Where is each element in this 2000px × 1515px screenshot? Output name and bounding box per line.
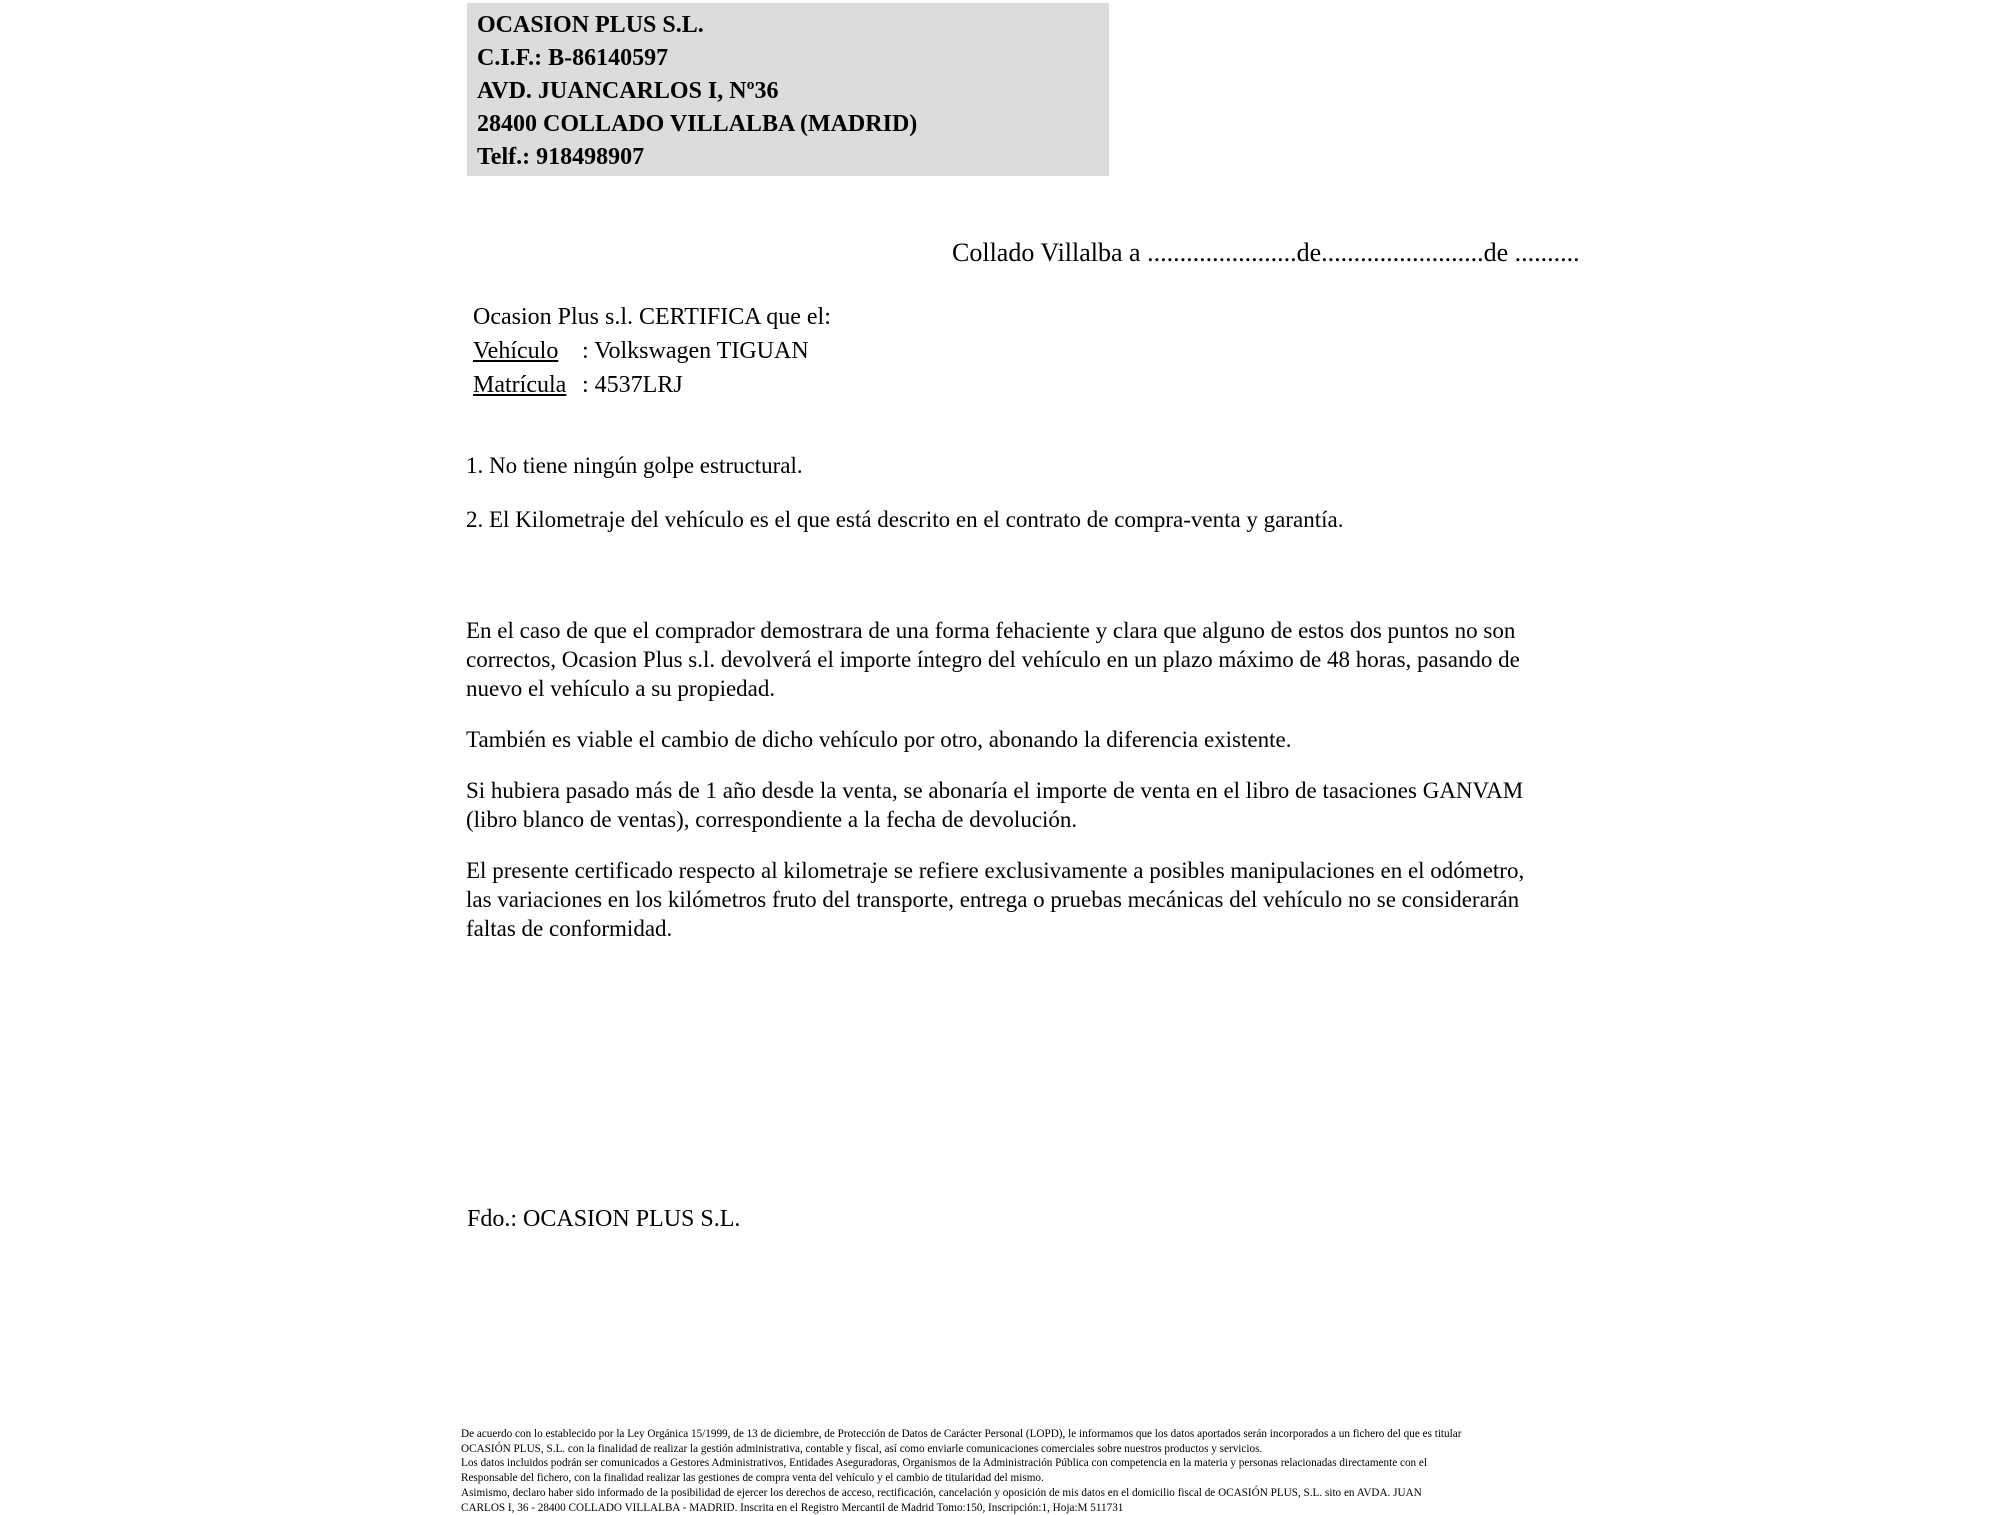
footer-line-3: Los datos incluidos podrán ser comunicados a Gestores Administrativos, Entidades Aseguradoras, Organismos de la Administración Pública con competencia en la materia y personas relacionadas directamente con el bbox=[461, 1457, 1427, 1470]
footer-line-2: OCASIÓN PLUS, S.L. con la finalidad de realizar la gestión administrativa, contable y fiscal, así como enviarle comunicaciones comerciales sobre nuestros productos y servicios. bbox=[461, 1442, 1263, 1455]
certified-point-2: 2. El Kilometraje del vehículo es el que está descrito en el contrato de compra-venta y garantía. bbox=[466, 507, 1344, 532]
paragraph-ganvam-valuation: Si hubiera pasado más de 1 año desde la venta, se abonaría el importe de venta en el libro de tasaciones GANVAM (libro blanco de ventas), correspondiente a la fecha de devolución. bbox=[466, 778, 1524, 832]
paragraph-exchange-option: También es viable el cambio de dicho vehículo por otro, abonando la diferencia existente. bbox=[466, 727, 1292, 752]
plate-field-label: Matrícula bbox=[473, 372, 567, 398]
company-address: AVD. JUANCARLOS I, Nº36 bbox=[477, 78, 779, 104]
company-header-box bbox=[467, 3, 1109, 176]
vehicle-field bbox=[473, 334, 831, 368]
legal-footer bbox=[461, 1427, 1551, 1515]
footer-line-6: CARLOS I, 36 - 28400 COLLADO VILLALBA - MADRID. Inscrita en el Registro Mercantil de Madrid Tomo:150, Inscripción:1, Hoja:M 511731 bbox=[461, 1501, 1124, 1514]
company-name: OCASION PLUS S.L. bbox=[477, 12, 704, 38]
vehicle-field-label: Vehículo bbox=[473, 338, 559, 364]
paragraph-odometer-scope: El presente certificado respecto al kilometraje se refiere exclusivamente a posibles manipulaciones en el odómetro, las variaciones en los kilómetros fruto del transporte, entrega o pruebas mecánicas del vehículo no se considerarán faltas de conformidad. bbox=[466, 858, 1525, 941]
certify-intro: Ocasion Plus s.l. CERTIFICA que el: bbox=[473, 304, 831, 330]
vehicle-field-value: : Volkswagen TIGUAN bbox=[582, 338, 809, 364]
footer-line-4: Responsable del fichero, con la finalidad realizar las gestiones de compra venta del vehículo y el cambio de titularidad del mismo. bbox=[461, 1472, 1044, 1485]
signature-line: Fdo.: OCASION PLUS S.L. bbox=[467, 1206, 741, 1232]
date-fill-in-line: Collado Villalba a .......................de.........................de .......... bbox=[952, 238, 1580, 267]
company-cif: C.I.F.: B-86140597 bbox=[477, 45, 669, 71]
certified-point-1: 1. No tiene ningún golpe estructural. bbox=[466, 453, 803, 478]
paragraph-refund-terms: En el caso de que el comprador demostrara de una forma fehaciente y clara que alguno de estos dos puntos no son correctos, Ocasion Plus s.l. devolverá el importe íntegro del vehículo en un plazo máximo de 48 horas, pasando de nuevo el vehículo a su propiedad. bbox=[466, 618, 1520, 701]
plate-field bbox=[473, 368, 831, 402]
certification-block bbox=[473, 300, 831, 402]
terms-paragraphs bbox=[466, 616, 1538, 965]
footer-line-5: Asimismo, declaro haber sido informado de la posibilidad de ejercer los derechos de acceso, rectificación, cancelación y oposición de mis datos en el domicilio fiscal de OCASIÓN PLUS, S.L. sito en AVDA. JUAN bbox=[461, 1486, 1422, 1499]
footer-line-1: De acuerdo con lo establecido por la Ley Orgánica 15/1999, de 13 de diciembre, de Protección de Datos de Carácter Personal (LOPD), le informamos que los datos aportados serán incorporados a un fichero del que es titular bbox=[461, 1428, 1462, 1440]
company-city: 28400 COLLADO VILLALBA (MADRID) bbox=[477, 111, 918, 137]
company-phone: Telf.: 918498907 bbox=[477, 144, 645, 170]
plate-field-value: : 4537LRJ bbox=[582, 372, 683, 398]
